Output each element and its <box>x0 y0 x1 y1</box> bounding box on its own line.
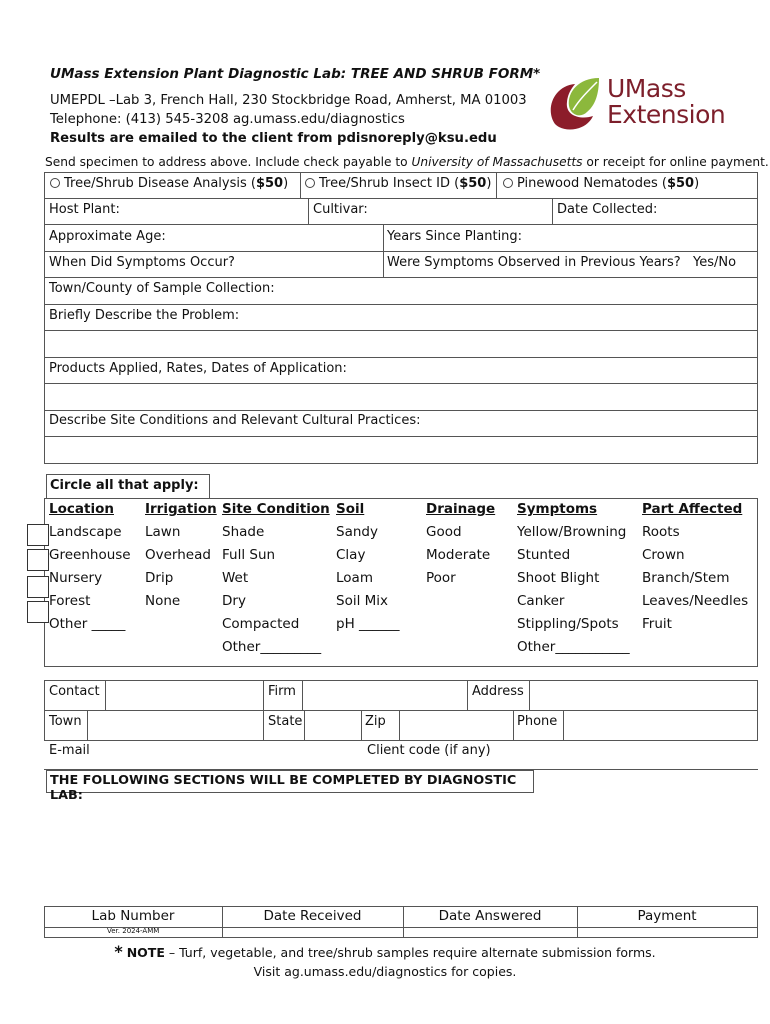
yes-no-option[interactable]: Yes/No <box>693 255 737 270</box>
symptoms-header: Symptoms <box>517 501 598 517</box>
irrigation-header: Irrigation <box>145 501 217 517</box>
zip-field[interactable]: Zip <box>365 714 386 729</box>
contact-field[interactable]: Contact <box>49 684 100 699</box>
payment-header: Payment <box>637 908 697 924</box>
leaf-logo-icon <box>545 76 605 134</box>
site-conditions-field[interactable]: Describe Site Conditions and Relevant Cultural Practices: <box>49 413 421 428</box>
site-condition-header: Site Condition <box>222 501 330 517</box>
location-option[interactable]: Landscape <box>49 524 122 540</box>
radio-icon[interactable] <box>50 178 60 188</box>
send-text-after: or receipt for online payment. <box>582 155 769 169</box>
symptoms-option[interactable]: Stunted <box>517 547 571 563</box>
lab-section-header <box>46 770 534 803</box>
location-checkbox-2[interactable] <box>27 549 49 571</box>
lab-section-title: THE FOLLOWING SECTIONS WILL BE COMPLETED BY DIAGNOSTIC LAB: <box>50 773 517 803</box>
date-received-header: Date Received <box>263 908 362 924</box>
location-checkbox-4[interactable] <box>27 601 49 623</box>
location-header: Location <box>49 501 114 517</box>
cultivar-field[interactable]: Cultivar: <box>313 202 368 217</box>
part-affected-option[interactable]: Fruit <box>642 616 672 632</box>
symptoms-option[interactable]: Canker <box>517 593 565 609</box>
circle-all-header <box>46 474 210 499</box>
soil-option[interactable]: Soil Mix <box>336 593 389 609</box>
date-collected-field[interactable]: Date Collected: <box>557 202 658 217</box>
site-condition-option[interactable]: Full Sun <box>222 547 276 563</box>
lab-number-header: Lab Number <box>91 908 175 924</box>
part-affected-header: Part Affected <box>642 501 743 517</box>
describe-problem-field[interactable]: Briefly Describe the Problem: <box>49 308 240 323</box>
phone-field[interactable]: Phone <box>517 714 558 729</box>
location-option[interactable]: Nursery <box>49 570 103 586</box>
logo-line-extension: Extension <box>607 100 726 129</box>
location-checkbox-3[interactable] <box>27 576 49 598</box>
column-symptoms <box>517 501 630 655</box>
email-field[interactable]: E-mail <box>49 743 90 758</box>
firm-field[interactable]: Firm <box>268 684 296 699</box>
part-affected-option[interactable]: Crown <box>642 547 685 563</box>
send-text-before: Send specimen to address above. Include check payable to <box>45 155 412 169</box>
irrigation-option[interactable]: Overhead <box>145 547 211 563</box>
part-affected-option[interactable]: Roots <box>642 524 680 540</box>
symptoms-occur-field[interactable]: When Did Symptoms Occur? <box>49 255 235 270</box>
form-title: UMass Extension Plant Diagnostic Lab: TREE AND SHRUB FORM* <box>50 66 541 82</box>
date-answered-header: Date Answered <box>438 908 542 924</box>
drainage-header: Drainage <box>426 501 496 517</box>
symptoms-option[interactable]: Other___________ <box>517 639 630 655</box>
symptoms-option[interactable]: Stippling/Spots <box>517 616 619 632</box>
site-condition-option[interactable]: Shade <box>222 524 265 540</box>
soil-header: Soil <box>336 501 365 517</box>
note-label: NOTE <box>126 945 165 960</box>
irrigation-option[interactable]: None <box>145 593 181 609</box>
column-location <box>49 501 131 632</box>
site-condition-option[interactable]: Compacted <box>222 616 300 632</box>
logo-line-umass: UMass <box>607 74 686 103</box>
site-condition-option[interactable]: Other_________ <box>222 639 322 655</box>
soil-option[interactable]: Clay <box>336 547 366 563</box>
soil-option[interactable]: Sandy <box>336 524 378 540</box>
send-payee: University of Massachusetts <box>411 155 583 169</box>
site-condition-option[interactable]: Wet <box>222 570 249 586</box>
location-option[interactable]: Greenhouse <box>49 547 131 563</box>
symptoms-option[interactable]: Shoot Blight <box>517 570 600 586</box>
drainage-option[interactable]: Poor <box>426 570 456 586</box>
column-soil <box>336 501 400 632</box>
state-field[interactable]: State <box>268 714 303 729</box>
site-condition-option[interactable]: Dry <box>222 593 246 609</box>
products-applied-field[interactable]: Products Applied, Rates, Dates of Application: <box>49 361 347 376</box>
drainage-option[interactable]: Moderate <box>426 547 491 563</box>
circle-all-title: Circle all that apply: <box>50 478 199 493</box>
drainage-option[interactable]: Good <box>426 524 462 540</box>
town-county-field[interactable]: Town/County of Sample Collection: <box>49 281 275 296</box>
years-since-planting-field[interactable]: Years Since Planting: <box>387 229 523 244</box>
service-insect-id[interactable]: Tree/Shrub Insect ID ($50) <box>305 176 491 191</box>
town-field[interactable]: Town <box>49 714 82 729</box>
part-affected-option[interactable]: Leaves/Needles <box>642 593 749 609</box>
send-instructions <box>45 155 769 169</box>
location-checkbox-1[interactable] <box>27 524 49 546</box>
irrigation-option[interactable]: Drip <box>145 570 174 586</box>
note-star: * <box>114 942 123 961</box>
column-irrigation <box>145 501 217 609</box>
irrigation-option[interactable]: Lawn <box>145 524 181 540</box>
column-site-condition <box>222 501 330 655</box>
footnote <box>100 942 670 981</box>
radio-icon[interactable] <box>305 178 315 188</box>
soil-option[interactable]: pH ______ <box>336 616 400 632</box>
approximate-age-field[interactable]: Approximate Age: <box>49 229 166 244</box>
service-pinewood-nematodes[interactable]: Pinewood Nematodes ($50) <box>503 176 699 191</box>
logo-wordmark <box>607 76 725 128</box>
service-disease-analysis[interactable]: Tree/Shrub Disease Analysis ($50) <box>50 176 288 191</box>
version-label: Ver. 2024-AMM <box>107 927 160 935</box>
lab-telephone: Telephone: (413) 545-3208 ag.umass.edu/diagnostics <box>50 112 405 127</box>
client-code-field[interactable]: Client code (if any) <box>367 743 491 758</box>
part-affected-option[interactable]: Branch/Stem <box>642 570 730 586</box>
column-drainage <box>426 501 495 586</box>
soil-option[interactable]: Loam <box>336 570 373 586</box>
location-option[interactable]: Forest <box>49 593 91 609</box>
results-note: Results are emailed to the client from pdisnoreply@ksu.edu <box>50 131 497 146</box>
column-part-affected <box>642 501 748 632</box>
location-option[interactable]: Other _____ <box>49 616 126 632</box>
umass-extension-logo <box>545 76 740 134</box>
address-field[interactable]: Address <box>472 684 524 699</box>
lab-address: UMEPDL –Lab 3, French Hall, 230 Stockbridge Road, Amherst, MA 01003 <box>50 93 527 108</box>
previous-years-field[interactable]: Were Symptoms Observed in Previous Years? <box>387 255 681 270</box>
radio-icon[interactable] <box>503 178 513 188</box>
host-plant-field[interactable]: Host Plant: <box>49 202 120 217</box>
note-text: – Turf, vegetable, and tree/shrub samples require alternate submission forms. Visit ag.umass.edu/diagnostics for copies. <box>164 945 656 979</box>
symptoms-option[interactable]: Yellow/Browning <box>517 524 627 540</box>
